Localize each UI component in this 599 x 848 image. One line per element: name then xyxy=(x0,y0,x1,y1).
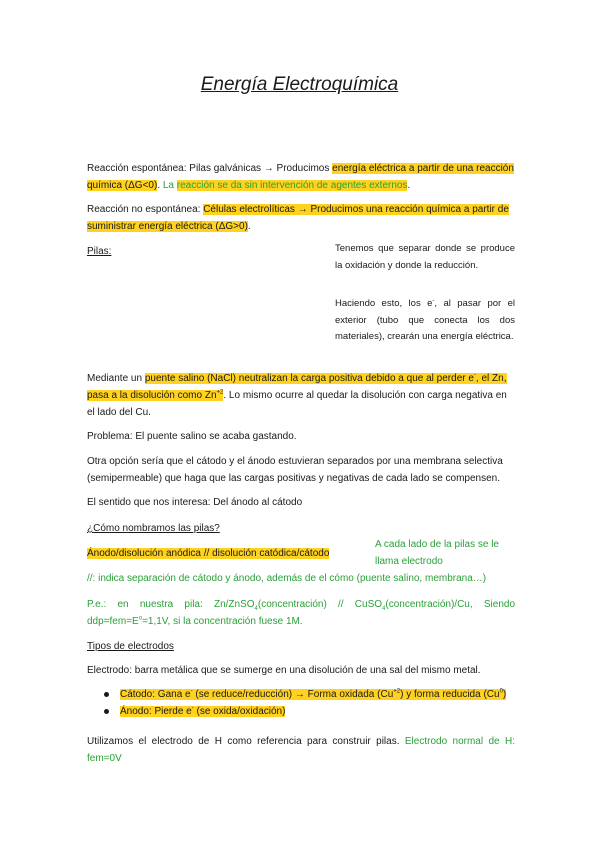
paragraph-direction: El sentido que nos interesa: Del ánodo al cátodo xyxy=(87,497,303,508)
naming-note: A cada lado de la pilas se le llama electrodo xyxy=(375,539,499,567)
highlight xyxy=(120,706,285,717)
paragraph-salt-bridge xyxy=(87,370,515,421)
superscript: o xyxy=(138,615,143,622)
superscript: 0 xyxy=(499,688,503,695)
superscript: - xyxy=(473,372,476,379)
highlight xyxy=(87,390,223,401)
text: . xyxy=(247,221,251,232)
text: (se oxida/oxidación) xyxy=(193,706,286,717)
text: Haciendo esto, los e xyxy=(335,298,433,309)
superscript: +2 xyxy=(393,688,401,695)
green-text: Electrodo normal de H: fem=0V xyxy=(87,736,515,764)
superscript: - xyxy=(432,297,435,304)
text: . Lo mismo ocurre al quedar la disolución con carga negativa en el lado del Cu. xyxy=(87,390,507,418)
electrode-heading: Tipos de electrodos xyxy=(87,641,174,652)
subscript: 4 xyxy=(382,606,386,612)
text: pasa a la disolución como Zn xyxy=(87,390,217,401)
bullet-icon xyxy=(104,692,109,697)
text: Cátodo: Gana e xyxy=(120,689,191,700)
text: Mediante un xyxy=(87,373,145,384)
naming-heading: ¿Cómo nombramos las pilas? xyxy=(87,523,220,534)
pilas-note-electrons xyxy=(335,296,515,346)
example-paragraph xyxy=(87,596,515,630)
highlight xyxy=(145,373,507,384)
pilas-note-separation: Tenemos que separar donde se produce la oxidación y donde la reducción. xyxy=(335,243,515,271)
highlight: Células electrolíticas → Producimos una reacción química a partir de xyxy=(203,204,509,215)
green-text: La xyxy=(162,180,177,191)
electrode-list xyxy=(104,686,524,720)
electrode-definition: Electrodo: barra metálica que se sumerge en una disolución de una sal del mismo metal. xyxy=(87,665,481,676)
superscript: - xyxy=(190,688,193,695)
text: Reacción no espontánea: xyxy=(87,204,204,215)
list-item-cathode xyxy=(104,686,524,703)
text: ) xyxy=(502,689,507,700)
text: =1,1V, si la concentración fuese 1M. xyxy=(142,616,303,627)
highlight: química (ΔG<0) xyxy=(87,180,158,191)
highlight: Ánodo/disolución anódica // disolución catódica/cátodo xyxy=(87,548,330,559)
naming-separator-note: //: indica separación de cátodo y ánodo, además de el cómo (puente salino, membrana…) xyxy=(87,573,487,584)
text: . xyxy=(407,180,411,191)
text: Reacción espontánea: Pilas galvánicas → Producimos xyxy=(87,163,333,174)
highlight: energía eléctrica a partir de una reacción xyxy=(332,163,514,174)
text: Utilizamos el electrodo de H como referencia para construir pilas. xyxy=(87,736,405,747)
page-title: Energía Electroquímica xyxy=(200,74,399,95)
subscript: 4 xyxy=(254,606,258,612)
paragraph-problem: Problema: El puente salino se acaba gastando. xyxy=(87,431,297,442)
text: . xyxy=(157,180,163,191)
text: , el Zn, xyxy=(475,373,507,384)
text: (concentración) // CuSO xyxy=(257,599,383,610)
text: (se reduce/reducción) → Forma oxidada (Cu xyxy=(192,689,394,700)
text: , al pasar por el exterior (tubo que conecta los dos materiales), crearán una energía eléctrica. xyxy=(335,298,515,342)
text: (concentración)/Cu, Siendo ddp=fem=E xyxy=(87,599,516,627)
highlight: suministrar energía eléctrica (ΔG>0) xyxy=(87,221,248,232)
paragraph-membrane: Otra opción sería que el cátodo y el ánodo estuvieran separados por una membrana selectiva (semipermeable) que haga que las cargas positivas y negativas de cada lado se compensen. xyxy=(87,456,503,484)
text: puente salino (NaCl) neutralizan la carga positiva debido a que al perder e xyxy=(144,373,474,384)
highlight xyxy=(120,689,506,700)
list-item-anode xyxy=(104,703,524,720)
pilas-heading: Pilas: xyxy=(87,246,112,257)
paragraph-hydrogen-electrode xyxy=(87,733,515,767)
paragraph-nonspontaneous xyxy=(87,201,515,235)
green-highlight: reacción se da sin intervención de agentes externos xyxy=(176,180,408,191)
text: P.e.: en nuestra pila: Zn/ZnSO xyxy=(87,599,255,610)
superscript: - xyxy=(191,705,194,712)
paragraph-spontaneous xyxy=(87,160,515,194)
bullet-icon xyxy=(104,709,109,714)
text: Ánodo: Pierde e xyxy=(120,706,192,717)
naming-formula xyxy=(87,545,347,562)
superscript: +2 xyxy=(216,389,224,396)
text: ) y forma reducida (Cu xyxy=(400,689,500,700)
